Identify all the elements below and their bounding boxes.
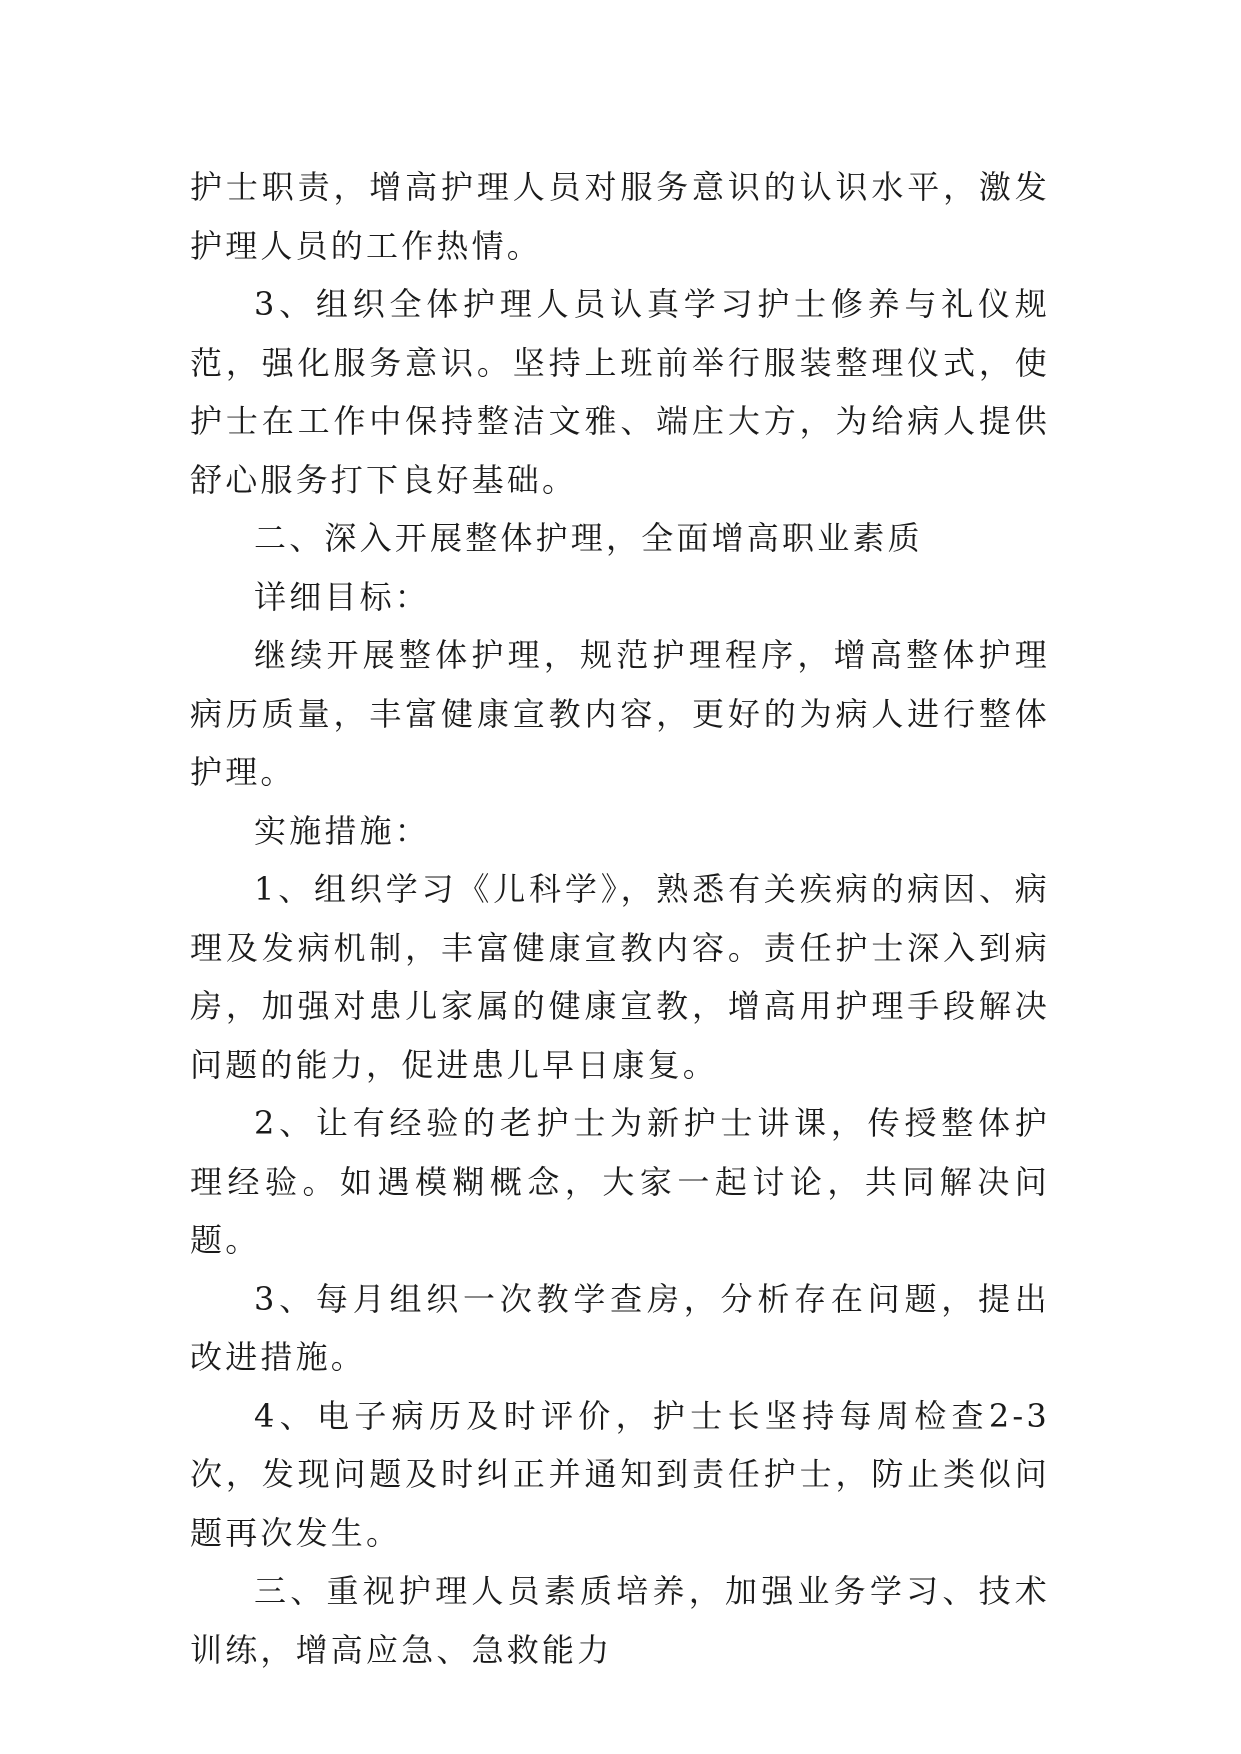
subheading-measures: 实施措施： [254,811,431,850]
paragraph-goals: 继续开展整体护理，规范护理程序，增高整体护理病历质量，丰富健康宣教内容，更好的为病人进行整体护理。 [190,636,1050,791]
paragraph-item-3-etiquette: 3、组织全体护理人员认真学习护士修养与礼仪规范，强化服务意识。坚持上班前举行服装整理仪式，使护士在工作中保持整洁文雅、端庄大方，为给病人提供舒心服务打下良好基础。 [190,285,1050,499]
section-heading-2: 二、深入开展整体护理，全面增高职业素质 [254,519,923,557]
subheading-goals: 详细目标： [254,577,431,616]
paragraph-measure-3: 3、每月组织一次教学查房，分析存在问题，提出改进措施。 [190,1279,1050,1376]
paragraph-measure-1: 1、组织学习《儿科学》，熟悉有关疾病的病因、病理及发病机制，丰富健康宣教内容。责任护士深入到病房，加强对患儿家属的健康宣教，增高用护理手段解决问题的能力，促进患儿早日康复。 [190,870,1050,1084]
paragraph-measure-2: 2、让有经验的老护士为新护士讲课，传授整体护理经验。如遇模糊概念，大家一起讨论，共同解决问题。 [190,1104,1050,1259]
paragraph-nurse-duties: 护士职责，增高护理人员对服务意识的认识水平，激发护理人员的工作热情。 [190,168,1050,265]
section-heading-3: 三、重视护理人员素质培养，加强业务学习、技术训练，增高应急、急救能力 [190,1572,1050,1669]
document-body [190,158,1050,1679]
paragraph-measure-4: 4、电子病历及时评价，护士长坚持每周检查2-3次，发现问题及时纠正并通知到责任护士，防止类似问题再次发生。 [190,1396,1050,1552]
